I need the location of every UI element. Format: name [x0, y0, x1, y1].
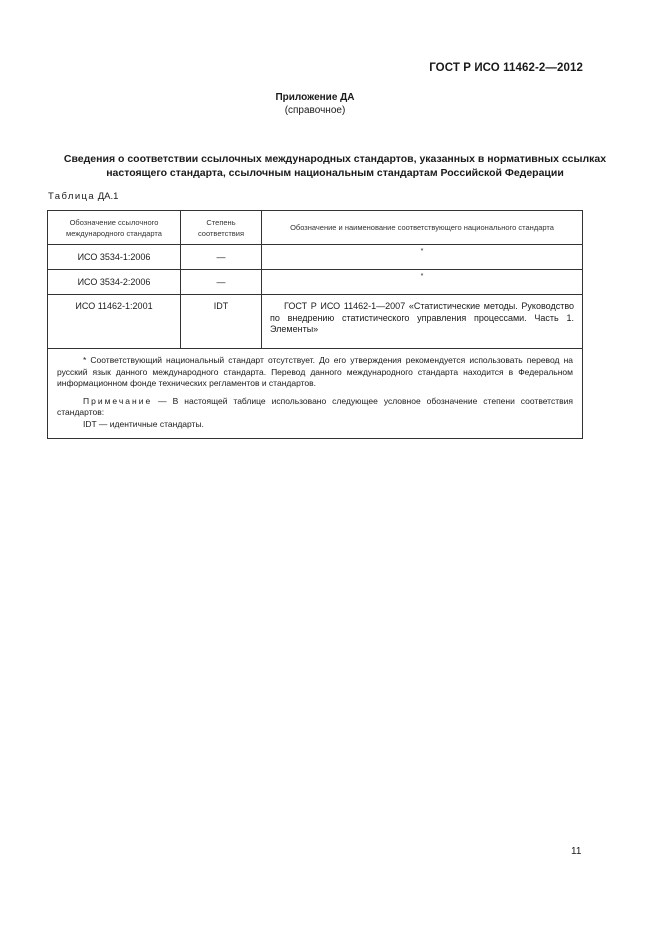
note-item: IDT — идентичные стандарты.	[83, 418, 204, 429]
table-label-number: ДА.1	[97, 191, 119, 202]
footnote: * Соответствующий национальный стандарт отсутствует. До его утверждения рекомендуется использовать перевод на русский язык данного международного стандарта. Перевод данного международного стандарта находится в Федеральном информационном фонде технических регламентов и стандартов.	[57, 355, 573, 388]
note-text: — В настоящей таблице использовано следующее условное обозначение степени соответствия стандартов:	[57, 395, 573, 417]
cell-degree: —	[181, 245, 262, 270]
appendix-title: Приложение ДА	[275, 92, 355, 103]
page-number: 11	[571, 846, 582, 857]
cell-degree: —	[181, 270, 262, 295]
table-header-row	[48, 211, 583, 245]
appendix-heading	[0, 91, 630, 117]
cell-national-standard	[262, 295, 583, 349]
cell-international-standard: ИСО 3534-2:2006	[48, 270, 181, 295]
table-row	[48, 245, 583, 270]
header-national-standard: Обозначение и наименование соответствующего национального стандарта	[262, 211, 583, 245]
table-row	[48, 295, 583, 349]
header-degree-of-correspondence: Степень соответствия	[181, 211, 262, 245]
table-footer	[48, 349, 583, 439]
appendix-subtitle: (справочное)	[284, 105, 346, 116]
cell-degree: IDT	[181, 295, 262, 349]
cell-national-standard: *	[262, 245, 583, 270]
cell-international-standard: ИСО 11462-1:2001	[48, 295, 181, 349]
standard-code-header: ГОСТ Р ИСО 11462-2—2012	[429, 62, 583, 74]
cell-international-standard: ИСО 3534-1:2006	[48, 245, 181, 270]
standards-correspondence-table	[47, 210, 583, 439]
note	[57, 396, 573, 419]
table-label	[48, 191, 118, 202]
document-title: Сведения о соответствии ссылочных международных стандартов, указанных в нормативных ссылках настоящего стандарта, ссылочным национальным стандартам Российской Федерации	[63, 153, 607, 179]
table-label-word: Таблица	[48, 191, 96, 202]
table-footer-row	[48, 349, 583, 439]
cell-national-standard: *	[262, 270, 583, 295]
national-standard-text: ГОСТ Р ИСО 11462-1—2007 «Статистические методы. Руководство по внедрению статистического управления процессами. Часть 1. Элементы»	[270, 301, 574, 334]
header-international-standard: Обозначение ссылочного международного стандарта	[48, 211, 181, 245]
table-row	[48, 270, 583, 295]
note-label: Примечание	[83, 395, 153, 406]
